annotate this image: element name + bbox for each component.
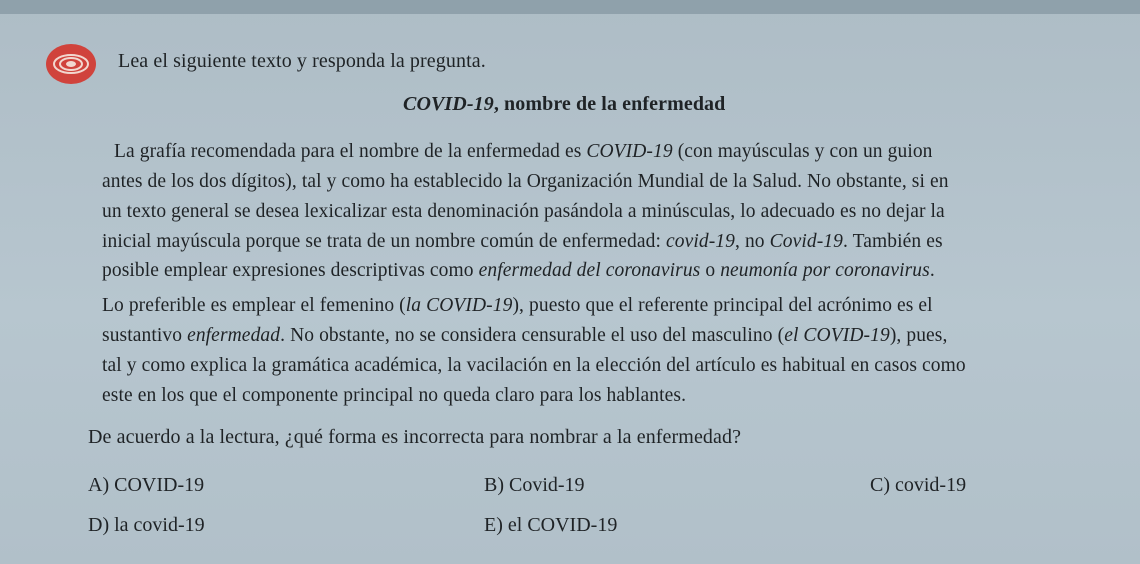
paragraph-2-line-1: [102, 295, 933, 317]
text-run: ), puesto que el referente principal del acrónimo es el: [512, 295, 933, 316]
paragraph-1-line-1: [114, 141, 933, 163]
italic-term: la COVID-19: [405, 295, 513, 316]
option-c[interactable]: [870, 474, 966, 497]
title-rest: , nombre de la enfermedad: [493, 93, 726, 115]
paragraph-1-line-4: [102, 231, 943, 253]
text-run: inicial mayúscula porque se trata de un nombre común de enfermedad:: [102, 231, 666, 252]
option-b[interactable]: [484, 474, 585, 497]
text-run: ), pues,: [889, 325, 948, 346]
option-text: la covid-19: [114, 514, 205, 536]
option-text: el COVID-19: [507, 514, 618, 536]
option-text: COVID-19: [114, 474, 205, 496]
option-d[interactable]: [88, 514, 205, 537]
italic-term: Covid-19: [769, 231, 843, 252]
text-run: La grafía recomendada para el nombre de la enfermedad es: [114, 141, 587, 162]
option-text: covid-19: [895, 474, 967, 496]
reading-title: [403, 93, 725, 116]
italic-term: el COVID-19: [784, 325, 890, 346]
text-run: , no: [735, 231, 770, 252]
italic-term: enfermedad del coronavirus: [478, 260, 701, 281]
paragraph-2-line-4: este en los que el componente principal no queda claro para los hablantes.: [102, 385, 687, 406]
paragraph-2-line-2: [102, 325, 947, 347]
text-run: posible emplear expresiones descriptivas como: [102, 260, 479, 281]
paragraph-1-line-2: antes de los dos dígitos), tal y como ha establecido la Organización Mundial de la Salud. No obstante, si en: [102, 171, 949, 192]
text-run: o: [700, 260, 721, 281]
option-letter: B): [484, 474, 504, 496]
option-a[interactable]: [88, 474, 204, 497]
option-letter: C): [870, 474, 890, 496]
reading-logo-icon: [46, 44, 96, 84]
option-e[interactable]: [484, 514, 617, 537]
italic-term: covid-19: [665, 231, 735, 252]
italic-term: enfermedad: [187, 325, 281, 346]
text-run: .: [929, 260, 935, 281]
italic-term: COVID-19: [586, 141, 673, 162]
option-letter: D): [88, 514, 110, 536]
instruction-text: Lea el siguiente texto y responda la pregunta.: [118, 50, 486, 72]
option-letter: E): [484, 514, 503, 536]
text-run: (con mayúsculas y con un guion: [672, 141, 933, 162]
paragraph-1-line-5: [102, 260, 935, 282]
text-run: Lo preferible es emplear el femenino (: [102, 295, 406, 316]
text-run: . No obstante, no se considera censurable el uso del masculino (: [280, 325, 785, 346]
italic-term: neumonía por coronavirus: [720, 260, 930, 281]
text-run: . También es: [843, 231, 943, 252]
option-letter: A): [88, 474, 110, 496]
question-text: De acuerdo a la lectura, ¿qué forma es incorrecta para nombrar a la enfermedad?: [88, 426, 742, 448]
text-run: sustantivo: [102, 325, 188, 346]
paragraph-2-line-3: tal y como explica la gramática académica, la vacilación en la elección del artículo es habitual en casos como: [102, 355, 966, 376]
option-text: Covid-19: [509, 474, 585, 496]
title-italic: COVID-19: [403, 93, 494, 115]
paragraph-1-line-3: un texto general se desea lexicalizar esta denominación pasándola a minúsculas, lo adecuado es no dejar la: [102, 201, 945, 222]
